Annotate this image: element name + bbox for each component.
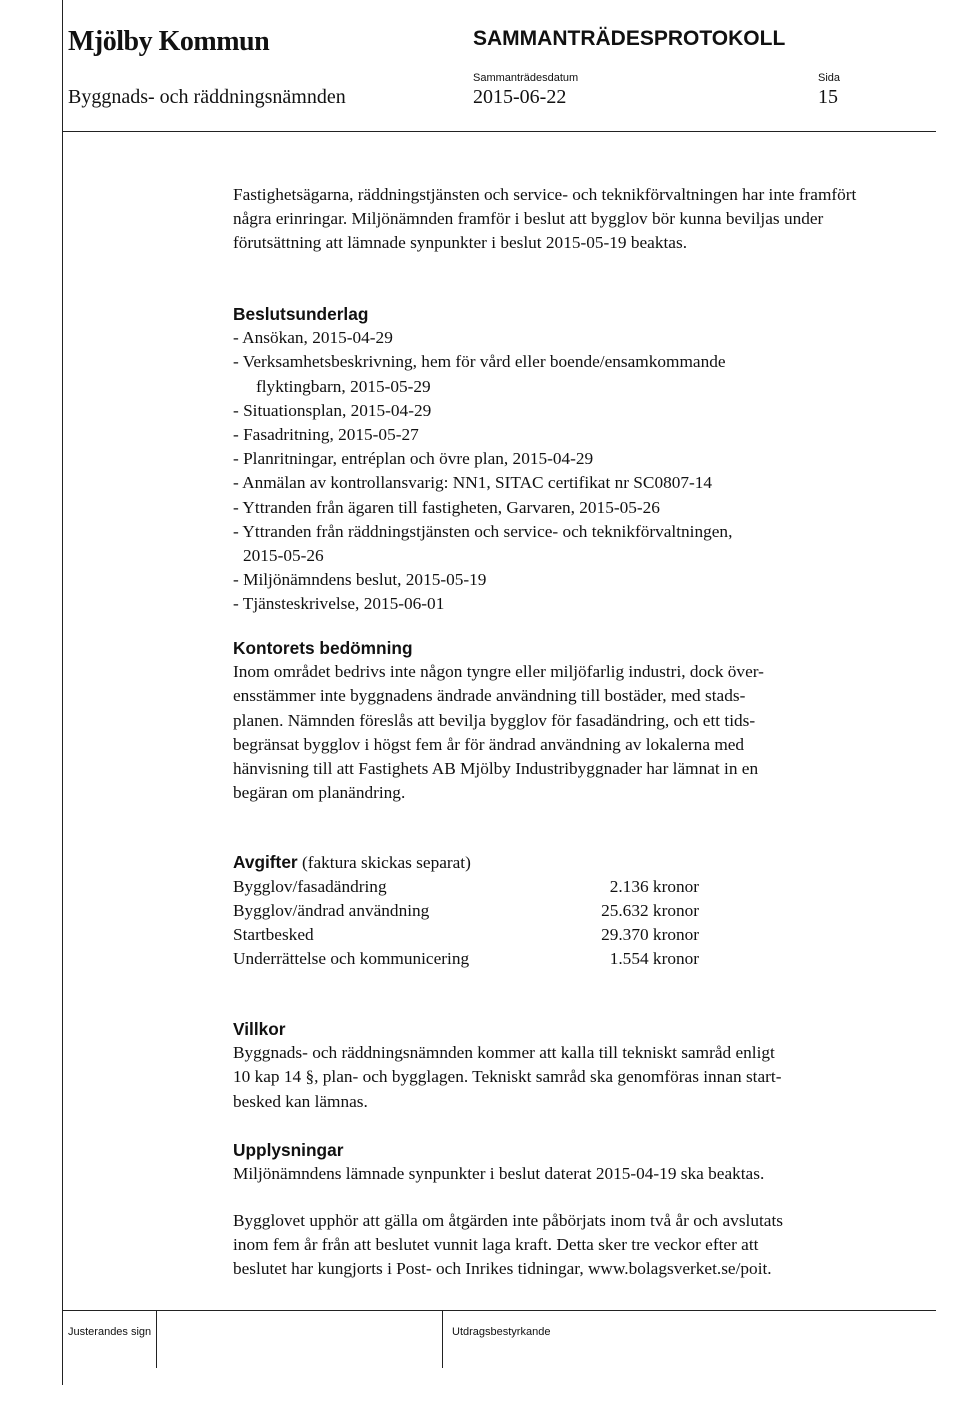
fee-amount: 1.554 kronor [609,949,699,969]
table-row [233,947,699,971]
footer-separator [442,1310,443,1368]
list-item: - Ansökan, 2015-04-29 [233,328,393,348]
bygglov-line: inom fem år från att beslutet vunnit laga kraft. Detta sker tre veckor efter att [233,1235,759,1255]
fee-label: Bygglov/ändrad användning [233,901,430,921]
upplysningar-heading: Upplysningar [233,1140,344,1160]
page-number: 15 [818,86,838,108]
footer-divider [62,1310,936,1311]
list-item: - Tjänsteskrivelse, 2015-06-01 [233,594,445,614]
list-item: - Planritningar, entréplan och övre plan, 2015-04-29 [233,449,594,469]
board-name: Byggnads- och räddningsnämnden [68,86,346,108]
list-item: - Yttranden från ägaren till fastigheten, Garvaren, 2015-05-26 [233,497,660,517]
table-row [233,899,699,923]
list-item: - Situationsplan, 2015-04-29 [233,400,432,420]
avgifter-note: (faktura skickas separat) [297,853,471,872]
list-item: - Yttranden från räddningstjänsten och service- och teknikförvaltningen, 2015-05-26 [233,521,733,566]
fee-amount: 25.632 kronor [601,901,699,921]
bedomning-line: begränsat bygglov i högst fem år för ändrad användning av lokalerna med [233,734,745,754]
kontorets-bedomning-section [233,636,913,805]
meeting-date-label: Sammanträdesdatum [473,72,579,84]
table-row [233,875,699,899]
villkor-line: besked kan lämnas. [233,1091,368,1111]
bedomning-line: planen. Nämnden föreslås att bevilja bygglov för fasadändring, och ett tids- [233,710,756,730]
meeting-date: 2015-06-22 [473,86,567,108]
fee-amount: 29.370 kronor [601,925,699,945]
bygglov-line: beslutet har kungjorts i Post- och Inrikes tidningar, www.bolagsverket.se/poit. [233,1259,772,1279]
avgifter-heading-line [233,850,913,875]
fee-label: Bygglov/fasadändring [233,877,387,897]
fee-label: Startbesked [233,925,314,945]
beslutsunderlag-heading: Beslutsunderlag [233,304,369,324]
list-item: - Miljönämndens beslut, 2015-05-19 [233,570,487,590]
left-margin-rule [62,0,63,1385]
bedomning-line: Inom området bedrivs inte någon tyngre eller miljöfarlig industri, dock över- [233,662,764,682]
organization-name: Mjölby Kommun [68,26,270,57]
bedomning-line: hänvisning till att Fastighets AB Mjölby Industribyggnader har lämnat in en [233,759,759,779]
header-divider [62,131,936,132]
table-row [233,923,699,947]
utdragsbestyrkande-label: Utdragsbestyrkande [452,1326,551,1338]
avgifter-heading: Avgifter [233,852,298,872]
justerandes-sign-label: Justerandes sign [68,1326,152,1338]
upplysningar-text: Miljönämndens lämnade synpunkter i beslut daterat 2015-04-19 ska beaktas. [233,1164,765,1184]
villkor-line: 10 kap 14 §, plan- och bygglagen. Tekniskt samråd ska genomföras innan start- [233,1067,782,1087]
fees-table [233,875,699,971]
bedomning-line: begäran om planändring. [233,783,406,803]
footer-separator [156,1310,157,1368]
bedomning-line: ensstämmer inte byggnadens ändrade användning till bostäder, med stads- [233,686,746,706]
bygglov-line: Bygglovet upphör att gälla om åtgärden inte påbörjats inom två år och avslutats [233,1211,783,1230]
fee-label: Underrättelse och kommunicering [233,949,470,969]
villkor-line: Byggnads- och räddningsnämnden kommer att kalla till tekniskt samråd enligt [233,1043,775,1063]
fee-amount: 2.136 kronor [609,877,699,897]
page-label: Sida [818,72,841,84]
villkor-heading: Villkor [233,1019,286,1039]
document-type: SAMMANTRÄDESPROTOKOLL [473,27,786,50]
villkor-section [233,1017,913,1114]
list-item: - Fasadritning, 2015-05-27 [233,425,419,445]
list-item: - Verksamhetsbeskrivning, hem för vård eller boende/ensamkommande flyktingbarn, 2015-05-29 [233,352,726,396]
beslutsunderlag-section [233,302,913,617]
avgifter-section [233,850,913,971]
beslutsunderlag-list [233,326,913,616]
kontorets-bedomning-heading: Kontorets bedömning [233,638,413,658]
intro-paragraph: Fastighetsägarna, räddningstjänsten och service- och teknikförvaltningen har inte framfört några erinringar. Miljönämnden framför i beslut att bygglov bör kunna beviljas under förutsättning att lämnade synpunkter i beslut 2015-05-19 beaktas. [233,185,857,253]
bygglov-note-section [233,1209,913,1282]
upplysningar-section [233,1138,913,1186]
list-item: - Anmälan av kontrollansvarig: NN1, SITAC certifikat nr SC0807-14 [233,473,713,493]
